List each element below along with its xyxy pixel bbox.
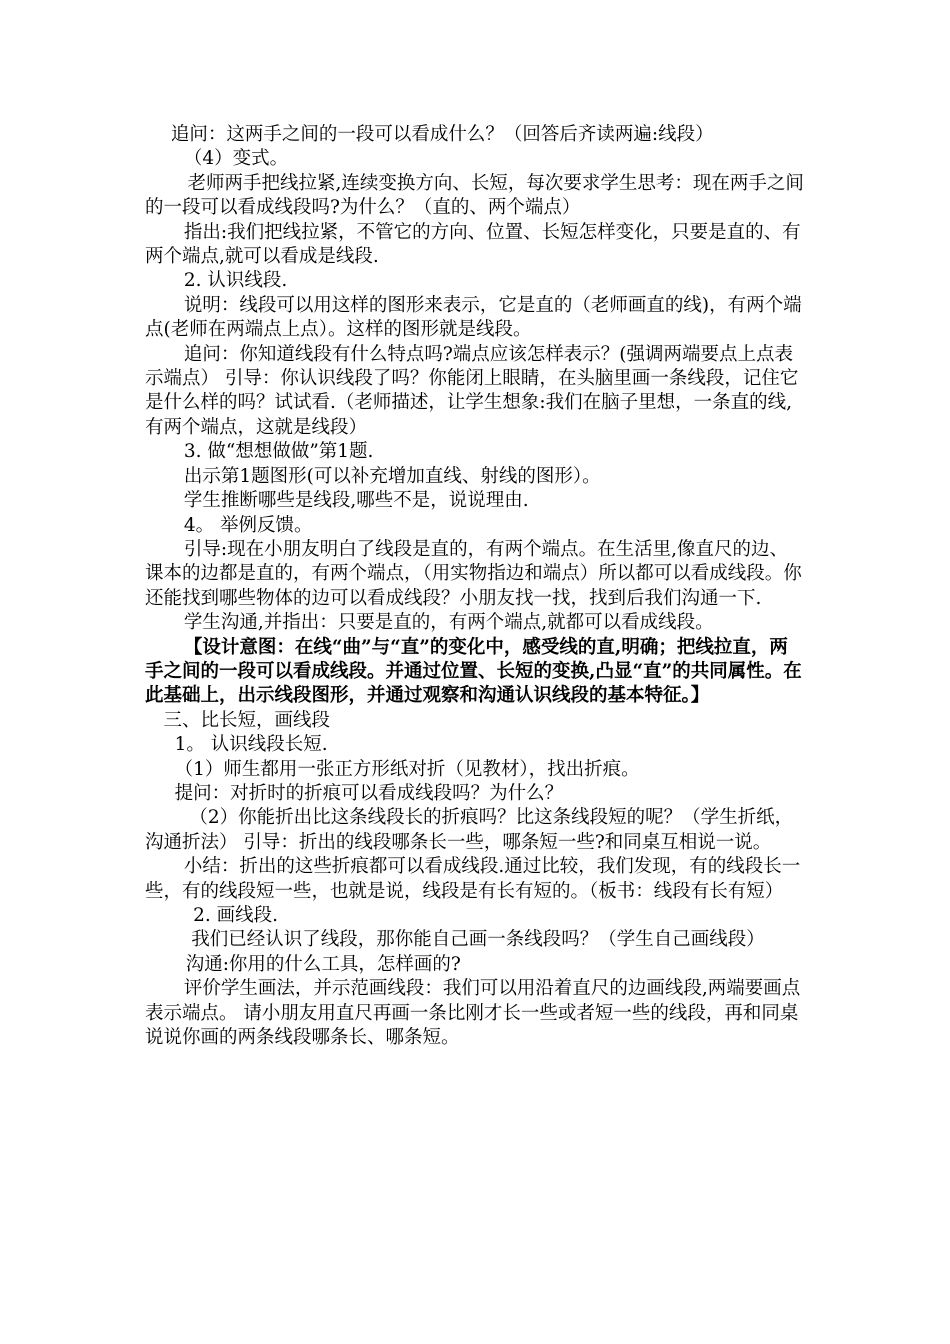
body-paragraph: 4。 举例反馈。 bbox=[183, 514, 313, 536]
body-paragraph: 引导:现在小朋友明白了线段是直的，有两个端点。在生活里,像直尺的边、课本的边都是直的，有两个端点，（用实物指边和端点）所以都可以看成线段。你还能找到哪些物体的边可以看成线段？小朋友找一找，找到后我们沟通一下. bbox=[145, 538, 802, 609]
body-paragraph: 追问：这两手之间的一段可以看成什么？（回答后齐读两遍:线段） bbox=[170, 124, 714, 145]
body-paragraph: 出示第1题图形(可以补充增加直线、射线的图形）。 bbox=[183, 465, 601, 487]
body-paragraph: 我们已经认识了线段，那你能自己画一条线段吗？（学生自己画线段） bbox=[191, 929, 765, 951]
body-paragraph: 三、比长短，画线段 bbox=[163, 709, 331, 731]
document-body bbox=[145, 123, 805, 1050]
body-paragraph: 2. 画线段. bbox=[193, 905, 279, 926]
body-paragraph: （4）变式。 bbox=[183, 148, 289, 170]
body-paragraph: （1）师生都用一张正方形纸对折（见教材），找出折痕。 bbox=[174, 758, 640, 780]
body-paragraph: 学生沟通,并指出：只要是直的，有两个端点,就都可以看成线段。 bbox=[183, 612, 714, 634]
body-paragraph: 2. 认识线段. bbox=[183, 270, 288, 292]
body-paragraph: （2）你能折出比这条线段长的折痕吗？比这条线段短的呢？（学生折纸，沟通折法） 引导：折出的线段哪条长一些，哪条短一些?和同桌互相说一说。 bbox=[145, 807, 794, 853]
body-paragraph: 沟通:你用的什么工具，怎样画的? bbox=[185, 953, 461, 975]
body-paragraph: 小结：折出的这些折痕都可以看成线段.通过比较，我们发现，有的线段长一些，有的线段短一些，也就是说，线段是有长有短的。（板书：线段有长有短） bbox=[145, 856, 801, 902]
body-paragraph: 追问：你知道线段有什么特点吗?端点应该怎样表示？(强调两端要点上点表示端点） 引导：你认识线段了吗？你能闭上眼睛，在头脑里画一条线段，记住它是什么样的吗？试试看.（老师描述，让学生想象:我们在脑子里想，一条直的线,有两个端点，这就是线段） bbox=[145, 343, 799, 438]
body-paragraph: 评价学生画法，并示范画线段：我们可以用沿着直尺的边画线段,两端要画点表示端点。 请小朋友用直尺再画一条比刚才长一些或者短一些的线段，再和同桌说说你画的两条线段哪条长、哪条短。 bbox=[145, 978, 801, 1049]
body-paragraph: 指出:我们把线拉紧，不管它的方向、位置、长短怎样变化，只要是直的、有两个端点,就可以看成是线段. bbox=[145, 221, 801, 268]
design-intent-paragraph: 【设计意图：在线“曲”与“直”的变化中，感受线的直,明确；把线拉直，两手之间的一段可以看成线段。并通过位置、长短的变换,凸显“直”的共同属性。在此基础上，出示线段图形，并通过观察和沟通认识线段的基本特征。】 bbox=[145, 636, 802, 707]
body-paragraph: 老师两手把线拉紧,连续变换方向、长短，每次要求学生思考：现在两手之间的一段可以看成线段吗?为什么？（直的、两个端点） bbox=[145, 172, 804, 219]
body-paragraph: 提问：对折时的折痕可以看成线段吗？为什么？ bbox=[174, 782, 564, 804]
body-paragraph: 说明：线段可以用这样的图形来表示，它是直的（老师画直的线)，有两个端点(老师在两端点上点）。这样的图形就是线段。 bbox=[145, 294, 802, 341]
body-paragraph: 学生推断哪些是线段,哪些不是，说说理由. bbox=[183, 490, 529, 512]
body-paragraph: 3. 做“想想做做”第1题. bbox=[183, 441, 374, 463]
body-paragraph: 1。 认识线段长短. bbox=[174, 734, 328, 756]
